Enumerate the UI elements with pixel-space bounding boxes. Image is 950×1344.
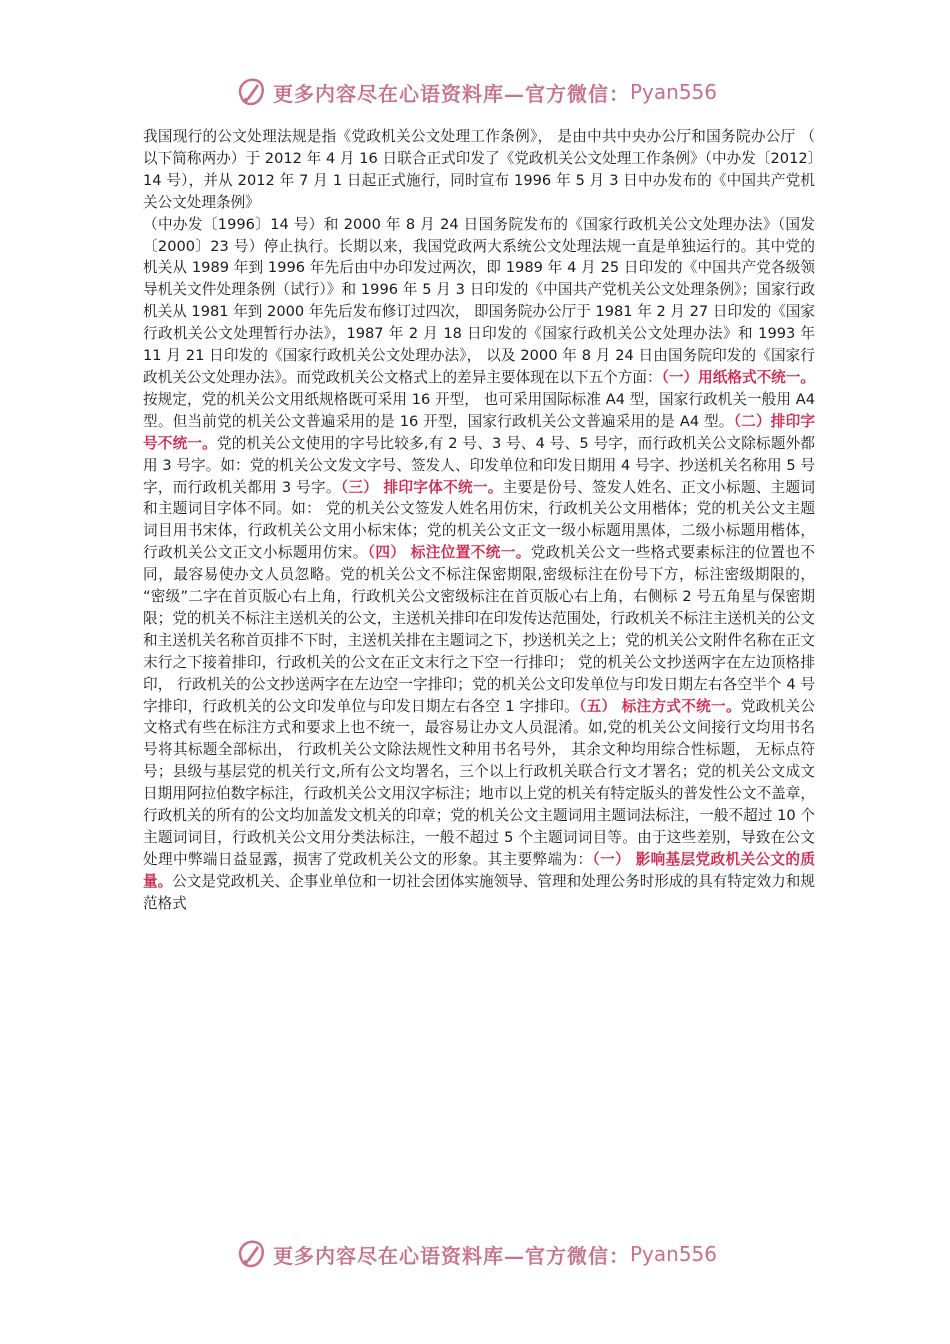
footer-banner-text: 更多内容尽在心语资料库—官方微信： [272,1243,630,1268]
paragraph-2-text: （中办发〔1996〕14 号）和 2000 年 8 月 24 日国务院发布的《国家行政机关公文处理办法》（国发〔2000〕23 号）停止执行。长期以来，我国党政两大系统公文处理法规一直是单独运行的。其中党的机关从 1989 年到 1996 年先后由中办印发过两次，即 1989 年 4 月 25 日印发的《中国共产党各级领导机关文件处理条例（试行）》和 1996 年 5 月 3 日印发的《中国共产党机关公文处理条例》；国家行政机关从 1981 年到 2000 年先后发布修订过四次， 即国务院办公厅于 1981 年 2 月 27 日印发的《国家行政机关公文处理暂行办法》，1987 年 2 月 18 日印发的《国家行政机关公文处理办法》和 1993 年 11 月 21 日印发的《国家行政机关公文处理办法》， 以及 2000 年 8 月 24 日由国务院印发的《国家行政机关公文处理办法》。而党政机关公文格式上的差异主要体现在以下五个方面： [143,215,815,386]
paragraph-2 [143,214,815,915]
section-4-text: 党政机关公文一些格式要素标注的位置也不同，最容易使办文人员忽略。党的机关公文不标注保密期限,密级标注在份号下方，标注密级期限的， “密级”二字在首页版心右上角，行政机关公文密级标注在首页版心右上角，右侧标 2 号五角星与保密期限；党的机关不标注主送机关的公文，主送机关排印在印发传达范围处，行政机关不标注主送机关的公文和主送机关名称首页排不下时，主送机关排在主题词之下，抄送机关之上；党的机关公文附件名称在正文末行之下接着排印，行政机关的公文在正文末行之下空一行排印； 党的机关公文抄送两字在左边顶格排印， 行政机关的公文抄送两字在左边空一字排印；党的机关公文印发单位与印发日期左右各空半个 4 号字排印，行政机关的公文印发单位与印发日期左右各空 1 字排印。 [143,544,815,715]
heading-2: （二）排印字号不统一。 [143,412,815,452]
footer-banner-code: Pyan556 [629,1242,717,1266]
header-banner-text: 更多内容尽在心语资料库—官方微信： [272,81,630,106]
logo-icon [233,74,269,110]
heading-1: （一）用纸格式不统一。 [661,368,815,386]
footer-banner [0,1232,950,1276]
document-body [143,126,815,915]
section-3-text: 主要是份号、签发人姓名、正文小标题、主题词和主题词目字体不同。如： 党的机关公文签发人姓名用仿宋，行政机关公文用楷体；党的机关公文主题词目用书宋体，行政机关公文用小标宋体；党的机关公文正文一级小标题用黑体，二级小标题用楷体， 行政机关公文正文小标题用仿宋。 [143,478,815,562]
section-6-text: 公文是党政机关、企事业单位和一切社会团体实施领导、管理和处理公务时形成的具有特定效力和规范格式 [143,872,815,912]
header-banner-code: Pyan556 [629,80,717,104]
section-2-text: 党的机关公文使用的字号比较多,有 2 号、3 号、4 号、5 号字，而行政机关公文除标题外都用 3 号字。如：党的机关公文发文字号、签发人、印发单位和印发日期用 4 号字、抄送机关名称用 5 号字，而行政机关都用 3 号字。 [143,434,815,496]
heading-6: （一） 影响基层党政机关公文的质量。 [143,850,815,890]
section-5-text: 党政机关公文格式有些在标注方式和要求上也不统一，最容易让办文人员混淆。如,党的机关公文间接行文均用书名号将其标题全部标出， 行政机关公文除法规性文种用书名号外， 其余文种均用综合性标题， 无标点符号；县级与基层党的机关行文,所有公文均署名，三个以上行政机关联合行文才署名；党的机关公文成文日期用阿拉伯数字标注，行政机关公文用汉字标注；地市以上党的机关有特定版头的普发性公文不盖章，行政机关的所有的公文均加盖发文机关的印章；党的机关公文主题词用主题词法标注，一般不超过 10 个主题词词目，行政机关公文用分类法标注，一般不超过 5 个主题词词目等。由于这些差别，导致在公文处理中弊端日益显露，损害了党政机关公文的形象。其主要弊端为： [143,697,815,868]
section-1-text: 按规定，党的机关公文用纸规格既可采用 16 开型， 也可采用国际标准 A4 型，国家行政机关一般用 A4 型。但当前党的机关公文普遍采用的是 16 开型，国家行政机关公文普遍采用的是 A4 型。 [143,390,815,430]
paragraph-1: 我国现行的公文处理法规是指《党政机关公文处理工作条例》， 是由中共中央办公厅和国务院办公厅 （ 以下简称两办）于 2012 年 4 月 16 日联合正式印发了《党政机关公文处理工作条例》（中办发〔2012〕14 号），并从 2012 年 7 月 1 日起正式施行，同时宣布 1996 年 5 月 3 日中办发布的《中国共产党机关公文处理条例》 [143,128,815,211]
logo-icon [233,1236,269,1272]
header-banner [0,70,950,114]
heading-3: （三） 排印字体不统一。 [340,478,503,496]
heading-5: （五） 标注方式不统一。 [579,697,741,715]
heading-4: （四） 标注位置不统一。 [367,544,531,562]
